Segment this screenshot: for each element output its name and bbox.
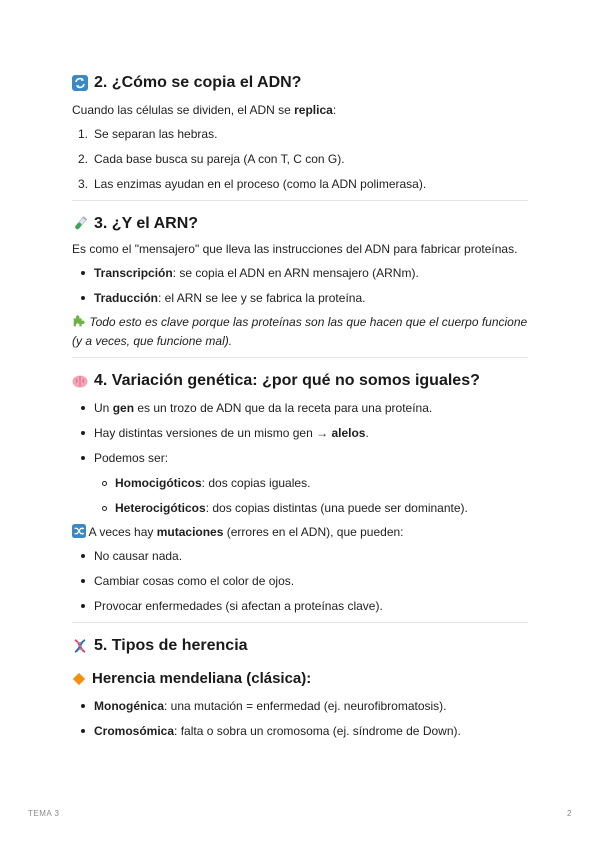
orange-diamond-icon xyxy=(72,672,86,686)
list-item: Homocigóticos: dos copias iguales. xyxy=(93,475,528,491)
section-4-title: 4. Variación genética: ¿por qué no somos iguales? xyxy=(94,372,480,389)
divider xyxy=(72,357,528,358)
list-item: No causar nada. xyxy=(72,548,528,564)
section-5-subtitle: Herencia mendeliana (clásica): xyxy=(92,670,312,687)
list-item: 3. Las enzimas ayudan en el proceso (como la ADN polimerasa). xyxy=(78,177,427,191)
list-item: Transcripción: se copia el ADN en ARN mensajero (ARNm). xyxy=(72,265,528,281)
list-item: 2. Cada base busca su pareja (A con T, C con G). xyxy=(78,152,345,166)
repeat-icon xyxy=(72,75,88,91)
section-3-intro: Es como el "mensajero" que lleva las instrucciones del ADN para fabricar proteínas. xyxy=(72,242,518,256)
list-item: Cambiar cosas como el color de ojos. xyxy=(72,573,528,589)
list-item: Un gen es un trozo de ADN que da la receta para una proteína. xyxy=(72,400,528,416)
puzzle-icon xyxy=(72,314,86,328)
brain-icon xyxy=(72,373,88,389)
list-item: Monogénica: una mutación = enfermedad (ej. neurofibromatosis). xyxy=(72,698,528,714)
copy-steps-list xyxy=(72,126,528,192)
variation-list xyxy=(72,400,528,466)
mutations-list xyxy=(72,548,528,614)
section-5-title: 5. Tipos de herencia xyxy=(94,637,248,654)
page-number: 2 xyxy=(567,809,572,818)
divider xyxy=(72,200,528,201)
list-item: 1. Se separan las hebras. xyxy=(78,127,218,141)
list-item: Podemos ser: xyxy=(72,450,528,466)
section-2-intro: Cuando las células se dividen, el ADN se replica: xyxy=(72,103,337,117)
inheritance-list xyxy=(72,698,528,739)
list-item: Cromosómica: falta o sobra un cromosoma (ej. síndrome de Down). xyxy=(72,723,528,739)
document-page xyxy=(72,70,528,739)
dna-icon xyxy=(72,638,88,654)
section-5-heading xyxy=(72,635,528,657)
footer-left: TEMA 3 xyxy=(28,809,60,818)
shuffle-icon xyxy=(72,524,86,538)
section-5-subheading xyxy=(72,668,528,689)
list-item: Traducción: el ARN se lee y se fabrica la proteína. xyxy=(72,290,528,306)
mutations-intro: A veces hay mutaciones (errores en el ADN), que pueden: xyxy=(72,523,528,542)
section-3-note: Todo esto es clave porque las proteínas son las que hacen que el cuerpo funcione (y a veces, que funcione mal). xyxy=(72,315,528,348)
test-tube-icon xyxy=(72,216,88,232)
section-3-title: 3. ¿Y el ARN? xyxy=(94,215,199,232)
section-3-heading xyxy=(72,213,528,235)
list-item: Hay distintas versiones de un mismo gen → alelos. xyxy=(72,425,528,441)
list-item: Provocar enfermedades (si afectan a proteínas clave). xyxy=(72,598,528,614)
zygosity-sublist xyxy=(93,475,528,516)
rna-list xyxy=(72,265,528,306)
section-4-heading xyxy=(72,370,528,392)
section-2-heading xyxy=(72,72,528,94)
divider xyxy=(72,622,528,623)
section-2-title: 2. ¿Cómo se copia el ADN? xyxy=(94,74,302,91)
list-item: Heterocigóticos: dos copias distintas (una puede ser dominante). xyxy=(93,500,528,516)
